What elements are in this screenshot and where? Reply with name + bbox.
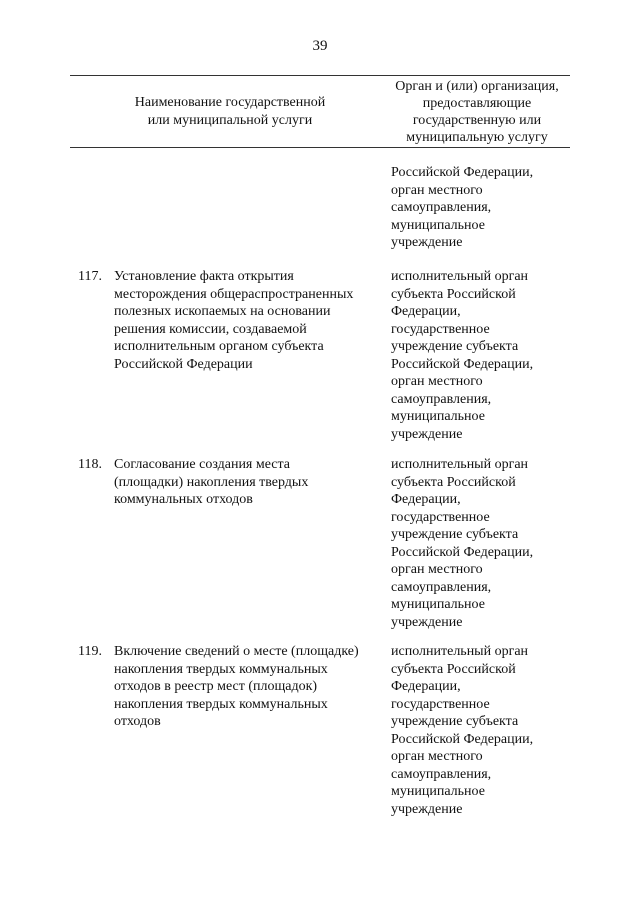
provider-line: Федерации, — [391, 679, 461, 694]
provider-line: учреждение — [391, 426, 463, 442]
provider-line: Федерации, — [391, 304, 461, 319]
provider-line: самоуправления, — [391, 200, 492, 215]
provider-line: орган местного — [391, 374, 483, 389]
provider-line: Федерации, — [391, 492, 461, 507]
provider-line: Российской Федерации, — [391, 731, 534, 747]
provider-line: Российской Федерации, — [391, 165, 534, 180]
entry-service-name — [114, 268, 384, 373]
service-name-line: Установление факта открытия — [114, 269, 294, 284]
header-provider-line: муниципальную услугу — [406, 130, 548, 145]
service-name-line: (площадки) накопления твердых — [114, 474, 309, 490]
provider-line: самоуправления, — [391, 391, 492, 407]
provider-line: государственное — [391, 696, 490, 712]
service-name-line: Согласование создания места — [114, 457, 291, 472]
service-name-line: месторождения общераспространенных — [114, 286, 354, 302]
provider-line: государственное — [391, 321, 490, 337]
entry-number: 117. — [78, 269, 102, 284]
service-name-line: отходов — [114, 714, 161, 729]
entry-provider — [391, 268, 576, 443]
entry-provider — [391, 643, 576, 818]
provider-line: государственное — [391, 509, 490, 525]
entry-service-name — [114, 643, 384, 731]
provider-line: муниципальное — [391, 597, 485, 612]
service-name-line: накопления твердых коммунальных — [114, 661, 328, 677]
provider-line: учреждение субъекта — [391, 714, 519, 729]
header-bottom-rule — [70, 147, 570, 148]
provider-line: учреждение субъекта — [391, 527, 519, 542]
provider-line: Российской Федерации, — [391, 544, 534, 560]
service-name-line: исполнительным органом субъекта — [114, 339, 324, 354]
provider-line: учреждение субъекта — [391, 339, 519, 354]
header-provider-line: Орган и (или) организация, — [395, 79, 559, 94]
provider-line: самоуправления, — [391, 766, 492, 782]
provider-line: учреждение — [391, 235, 463, 250]
provider-line: учреждение — [391, 801, 463, 817]
provider-line: субъекта Российской — [391, 286, 516, 302]
service-name-line: коммунальных отходов — [114, 492, 253, 507]
service-name-line: Российской Федерации — [114, 356, 253, 372]
provider-line: орган местного — [391, 562, 483, 577]
provider-line: исполнительный орган — [391, 269, 529, 284]
provider-line: муниципальное — [391, 217, 485, 233]
service-name-line: отходов в реестр мест (площадок) — [114, 679, 318, 694]
provider-line: субъекта Российской — [391, 661, 516, 677]
provider-line: орган местного — [391, 182, 483, 198]
service-name-line: Включение сведений о месте (площадке) — [114, 644, 359, 659]
entry-provider — [391, 456, 576, 631]
provider-line: субъекта Российской — [391, 474, 516, 490]
provider-line: Российской Федерации, — [391, 356, 534, 372]
provider-line: орган местного — [391, 749, 483, 764]
provider-line: исполнительный орган — [391, 644, 529, 659]
provider-line: самоуправления, — [391, 579, 492, 595]
entry-number: 118. — [78, 457, 102, 472]
header-service-name — [80, 94, 380, 130]
header-top-rule — [70, 75, 570, 76]
header-provider-line: государственную или — [412, 113, 542, 128]
entry-number: 119. — [78, 644, 102, 659]
provider-line: муниципальное — [391, 784, 485, 799]
service-name-line: решения комиссии, создаваемой — [114, 321, 307, 337]
page-number: 39 — [312, 38, 328, 54]
header-service-name-line: или муниципальной услуги — [147, 113, 313, 128]
provider-line: исполнительный орган — [391, 457, 529, 472]
service-name-line: накопления твердых коммунальных — [114, 696, 328, 712]
provider-line: учреждение — [391, 614, 463, 630]
entry-service-name — [114, 456, 384, 509]
service-name-line: полезных ископаемых на основании — [114, 304, 331, 319]
provider-line: муниципальное — [391, 409, 485, 424]
header-provider — [382, 78, 572, 146]
header-service-name-line: Наименование государственной — [134, 95, 326, 110]
continuation-provider — [391, 164, 576, 252]
header-provider-line: предоставляющие — [422, 96, 532, 111]
